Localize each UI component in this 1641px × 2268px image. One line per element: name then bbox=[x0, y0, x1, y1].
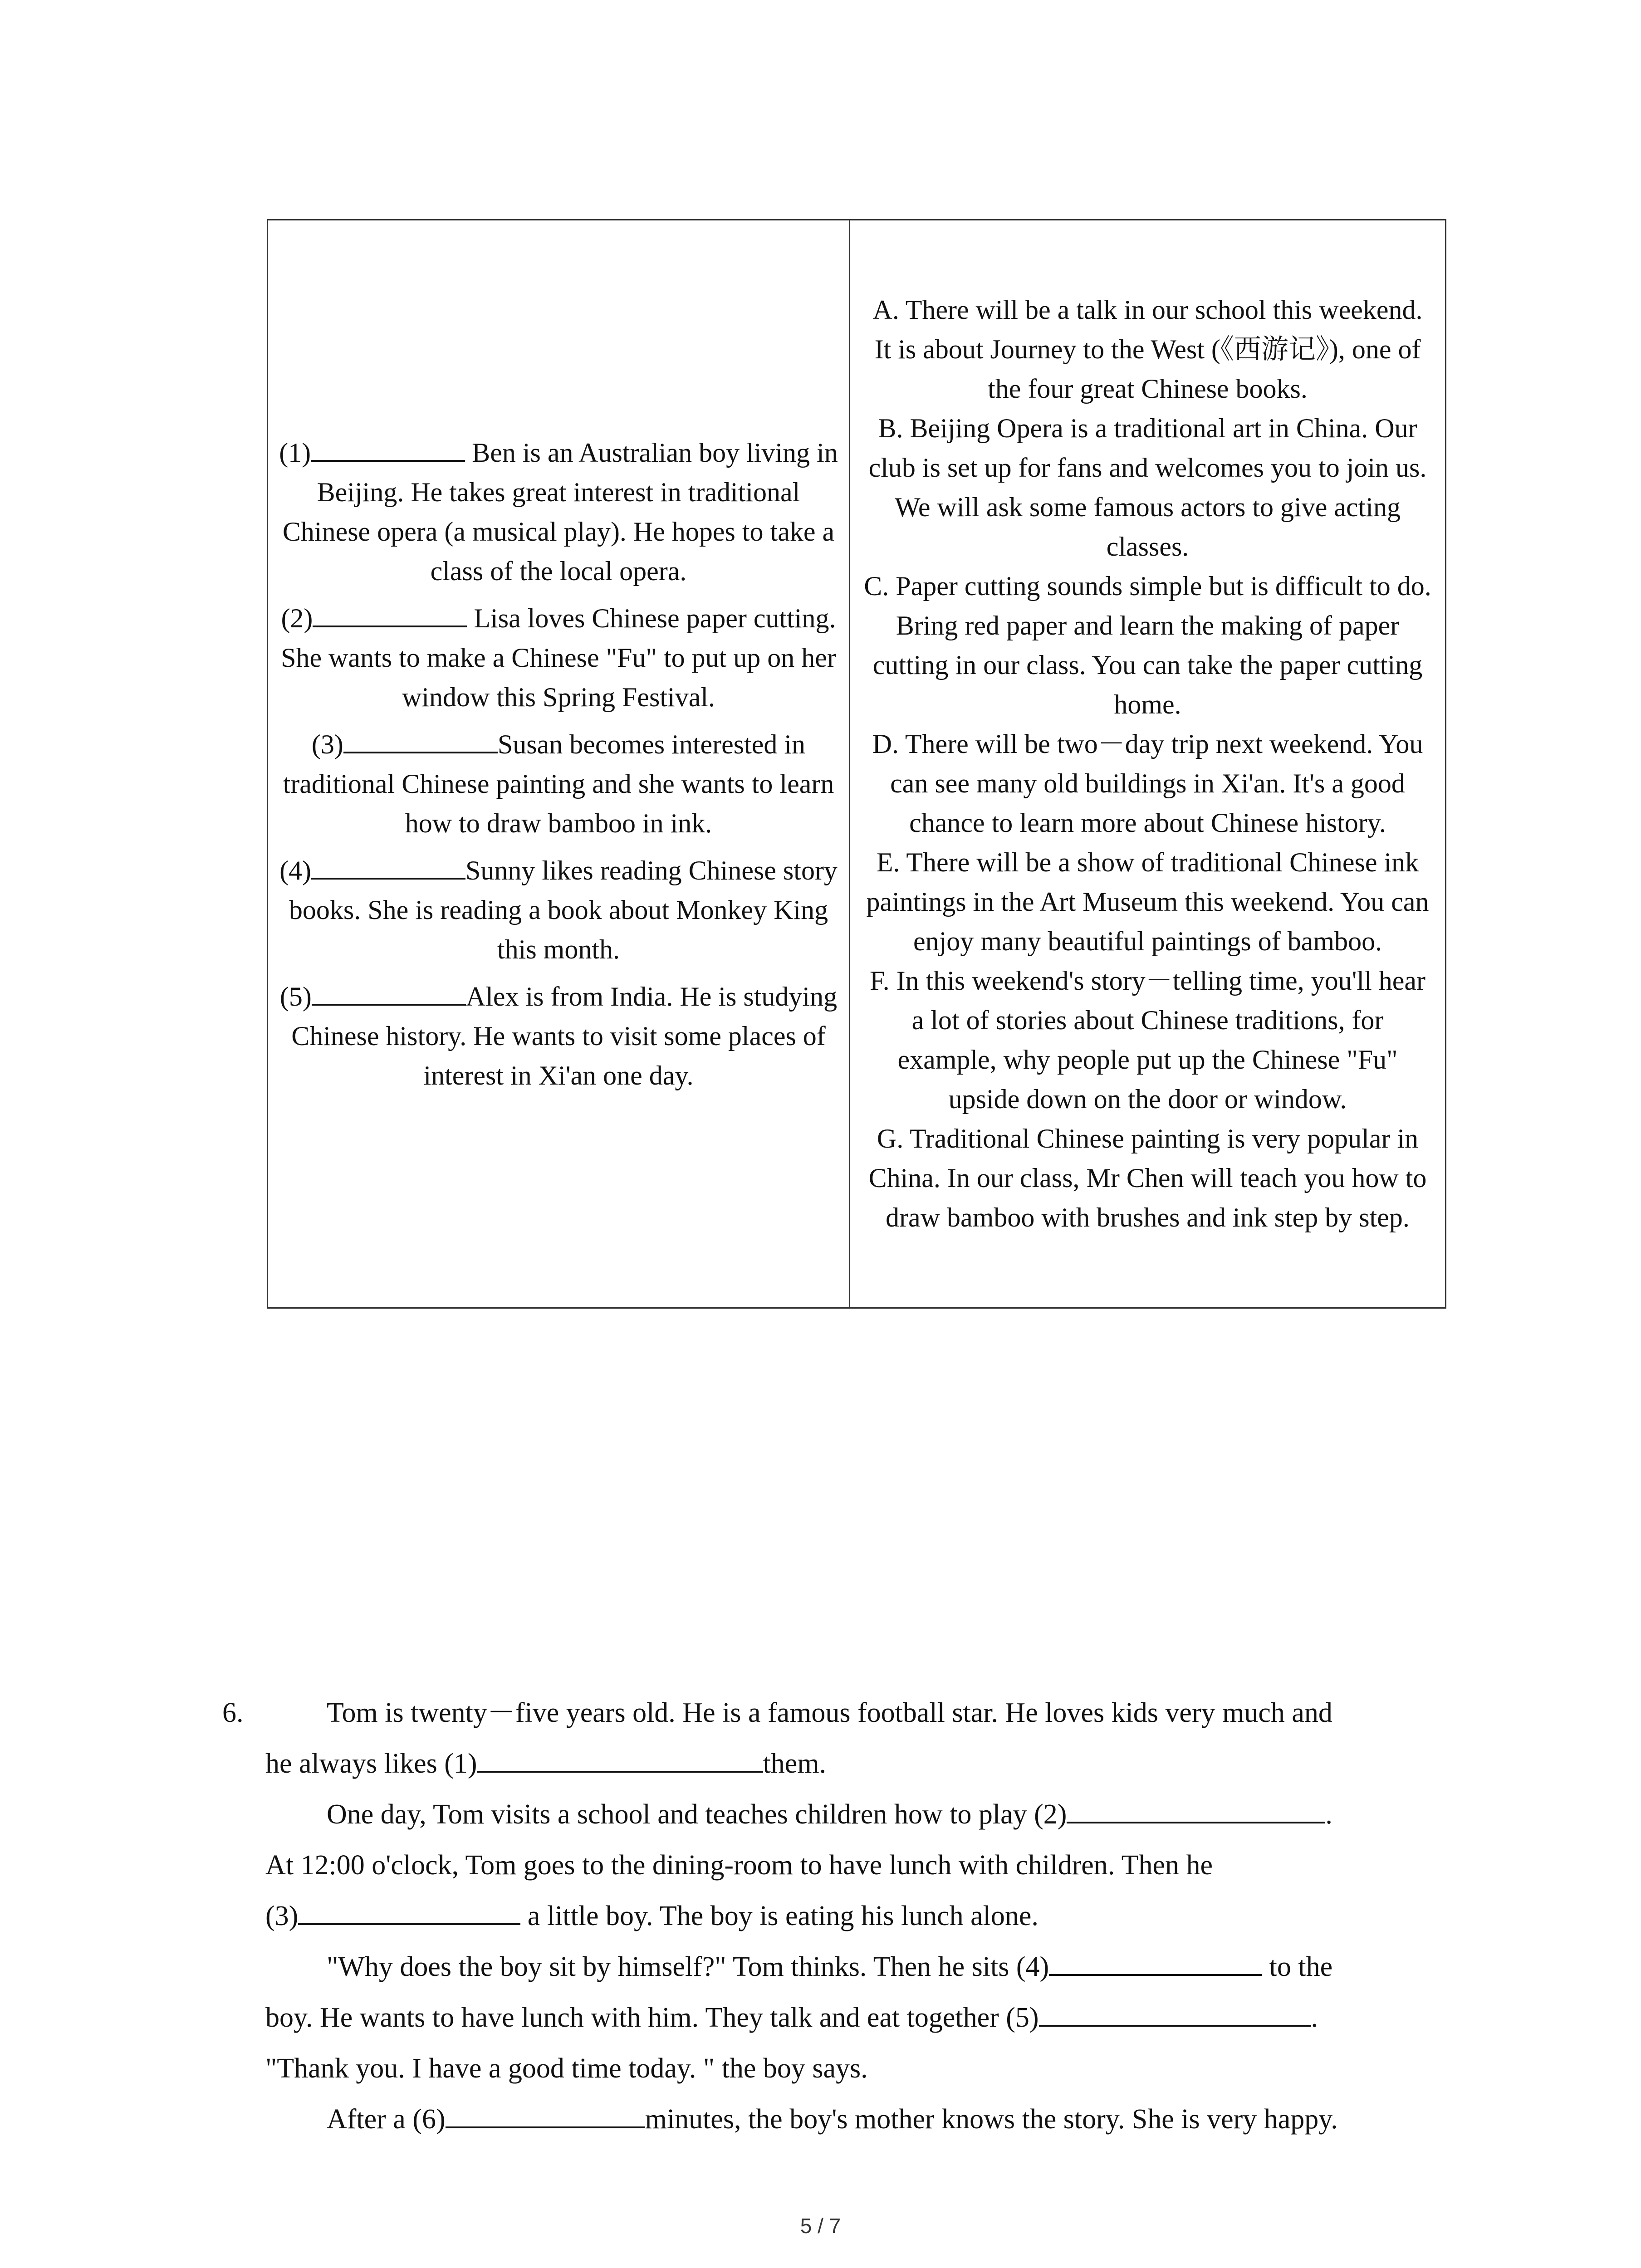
passage-text: (3) bbox=[265, 1901, 299, 1931]
answer-blank-5[interactable] bbox=[312, 977, 466, 1006]
item-text: Susan becomes interested in traditional Chinese painting and she wants to learn how to draw bamboo in ink. bbox=[283, 729, 834, 838]
option-e: E. There will be a show of traditional Chinese ink paintings in the Art Museum this weekend. You can enjoy many beautiful paintings of bamboo. bbox=[866, 847, 1429, 956]
passage-line bbox=[222, 2094, 1438, 2145]
answer-blank-4[interactable] bbox=[311, 850, 465, 880]
item-text: Alex is from India. He is studying Chinese history. He wants to visit some places of interest in Xi'an one day. bbox=[291, 981, 838, 1090]
cloze-blank-6[interactable] bbox=[446, 2098, 645, 2128]
passage-text: he always likes (1) bbox=[265, 1748, 477, 1779]
passage-line bbox=[222, 1687, 1438, 1738]
passage-text: . bbox=[1311, 2002, 1318, 2033]
passage-text: "Why does the boy sit by himself?" Tom thinks. Then he sits (4) bbox=[327, 1951, 1049, 1982]
passage-line bbox=[222, 2043, 1438, 2094]
passage-text: Tom is twenty－five years old. He is a famous football star. He loves kids very much and bbox=[327, 1697, 1332, 1728]
item-text: Ben is an Australian boy living in Beijing. He takes great interest in traditional Chinese opera (a musical play). He hopes to take a class of the local opera. bbox=[282, 437, 838, 586]
item-number: (4) bbox=[279, 855, 312, 885]
item-text: Sunny likes reading Chinese story books. She is reading a book about Monkey King this month. bbox=[289, 855, 838, 964]
cloze-blank-4[interactable] bbox=[1049, 1946, 1262, 1976]
cloze-blank-5[interactable] bbox=[1039, 1997, 1311, 2027]
passage-line bbox=[222, 1941, 1438, 1992]
passage-line bbox=[222, 1840, 1438, 1891]
passage-text: them. bbox=[763, 1748, 827, 1779]
passage-text: At 12:00 o'clock, Tom goes to the dining-room to have lunch with children. Then he bbox=[265, 1850, 1213, 1881]
person-item-2 bbox=[279, 598, 838, 717]
page-number: 5 / 7 bbox=[800, 2214, 841, 2238]
item-number: (2) bbox=[281, 603, 313, 633]
passage-text: After a (6) bbox=[327, 2104, 446, 2135]
person-item-4 bbox=[279, 850, 838, 969]
person-item-5 bbox=[279, 977, 838, 1095]
option-g: G. Traditional Chinese painting is very popular in China. In our class, Mr Chen will teach you how to draw bamboo with brushes and ink step by step. bbox=[868, 1124, 1427, 1232]
cloze-blank-3[interactable] bbox=[298, 1895, 520, 1925]
matching-table bbox=[267, 219, 1446, 1309]
people-column bbox=[268, 220, 850, 1307]
option-b: B. Beijing Opera is a traditional art in China. Our club is set up for fans and welcomes you to join us. We will ask some famous actors to give acting classes. bbox=[868, 413, 1427, 562]
item-number: (1) bbox=[279, 437, 311, 468]
cloze-passage bbox=[222, 1687, 1438, 2145]
passage-line bbox=[222, 1992, 1438, 2043]
option-d: D. There will be two－day trip next weekend. You can see many old buildings in Xi'an. It's a good chance to learn more about Chinese history. bbox=[872, 729, 1423, 838]
passage-text: "Thank you. I have a good time today. " the boy says. bbox=[265, 2053, 868, 2084]
passage-text: minutes, the boy's mother knows the story. She is very happy. bbox=[645, 2104, 1338, 2135]
option-f: F. In this weekend's story－telling time, you'll hear a lot of stories about Chinese traditions, for example, why people put up the Chinese "Fu" upside down on the door or window. bbox=[870, 966, 1425, 1114]
passage-text: boy. He wants to have lunch with him. They talk and eat together (5) bbox=[265, 2002, 1039, 2033]
question-number: 6. bbox=[222, 1697, 244, 1728]
answer-blank-2[interactable] bbox=[313, 598, 467, 627]
passage-line bbox=[222, 1789, 1438, 1840]
passage-text: to the bbox=[1262, 1951, 1333, 1982]
answer-blank-1[interactable] bbox=[311, 433, 465, 462]
cloze-blank-2[interactable] bbox=[1067, 1794, 1325, 1823]
item-number: (5) bbox=[279, 981, 312, 1012]
passage-text: . bbox=[1325, 1799, 1332, 1830]
person-item-3 bbox=[279, 724, 838, 843]
person-item-1 bbox=[279, 433, 838, 591]
item-text: Lisa loves Chinese paper cutting. She wants to make a Chinese "Fu" to put up on her window this Spring Festival. bbox=[281, 603, 836, 712]
passage-text: One day, Tom visits a school and teaches children how to play (2) bbox=[327, 1799, 1067, 1830]
options-column bbox=[850, 220, 1445, 1307]
cloze-blank-1[interactable] bbox=[477, 1743, 763, 1773]
option-c: C. Paper cutting sounds simple but is difficult to do. Bring red paper and learn the making of paper cutting in our class. You can take the paper cutting home. bbox=[864, 571, 1431, 719]
passage-text: a little boy. The boy is eating his lunch alone. bbox=[520, 1901, 1038, 1931]
passage-line bbox=[222, 1891, 1438, 1941]
passage-line bbox=[222, 1738, 1438, 1789]
answer-blank-3[interactable] bbox=[343, 724, 498, 753]
option-a: A. There will be a talk in our school this weekend. It is about Journey to the West (《西游记》), one of the four great Chinese books. bbox=[872, 295, 1423, 404]
item-number: (3) bbox=[311, 729, 343, 759]
